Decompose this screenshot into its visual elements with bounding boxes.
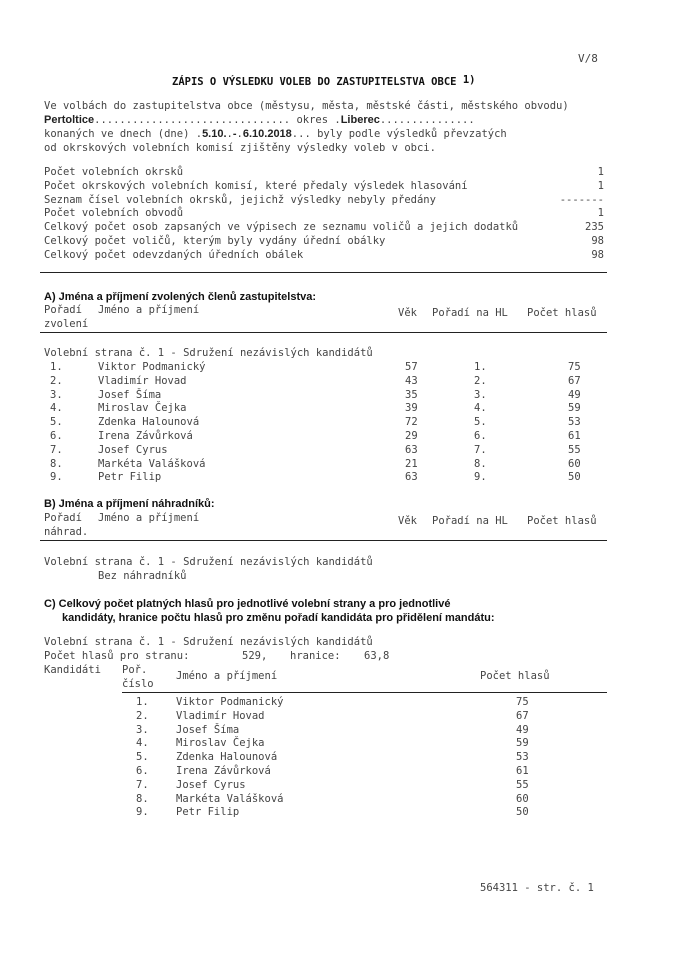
- age-cell: 35: [405, 388, 418, 401]
- table-row: [0, 416, 678, 430]
- age-cell: 63: [405, 471, 418, 484]
- party-label: Volební strana č. 1 - Sdružení nezávislých kandidátů: [44, 556, 373, 568]
- votes-cell: 59: [516, 737, 529, 750]
- table-row: [0, 402, 678, 416]
- okres-label: okres: [296, 114, 329, 126]
- party-votes-line: [44, 650, 390, 662]
- age-cell: 57: [405, 361, 418, 373]
- col-order-header: Pořadí: [44, 512, 82, 524]
- table-row: [0, 751, 678, 765]
- name-cell: Irena Závůrková: [98, 429, 193, 442]
- votes-cell: 55: [568, 443, 581, 456]
- page-footer: 564311 - str. č. 1: [480, 882, 594, 894]
- order-cell: 8.: [50, 457, 63, 470]
- order-cell: 4.: [50, 402, 63, 415]
- hl-cell: 6.: [474, 429, 487, 442]
- section-c-heading-1: C) Celkový počet platných hlasů pro jednotlivé volební strany a pro jednotlivé: [44, 598, 451, 610]
- candidate-votes-list: [0, 696, 678, 820]
- table-row: [0, 696, 678, 710]
- stat-label: Počet okrskových volebních komisí, které předaly výsledek hlasování: [44, 179, 468, 192]
- age-cell: 72: [405, 416, 418, 429]
- table-row: [0, 737, 678, 751]
- threshold-value: 63,8: [364, 650, 390, 662]
- stat-value: 1: [597, 166, 604, 178]
- hl-cell: 9.: [474, 471, 487, 484]
- divider: [40, 332, 607, 333]
- table-row: [0, 765, 678, 779]
- date-from: 5.10.: [202, 128, 227, 140]
- age-cell: 21: [405, 457, 418, 470]
- votes-cell: 53: [568, 416, 581, 429]
- stat-label: Celkový počet voličů, kterým byly vydány úřední obálky: [44, 234, 386, 247]
- order-cell: 6.: [50, 429, 63, 442]
- divider: [40, 272, 607, 273]
- no-substitutes-note: Bez náhradníků: [98, 570, 187, 582]
- age-cell: 43: [405, 374, 418, 387]
- col-age-header: Věk: [398, 515, 417, 527]
- votes-cell: 60: [516, 792, 529, 805]
- col-order-header: Pořadí: [44, 304, 82, 316]
- table-row: [0, 710, 678, 724]
- votes-cell: 61: [568, 429, 581, 442]
- col-order-header-2: náhrad.: [44, 526, 89, 538]
- votes-cell: 75: [568, 361, 581, 373]
- intro-line-3: konaných ve dnech (dne) .5.10..-.6.10.2018... byly podle výsledků převzatých: [44, 128, 507, 140]
- name-cell: Vladimír Hovad: [98, 374, 187, 387]
- col-no-header: Poř.: [122, 664, 148, 676]
- age-cell: 63: [405, 443, 418, 456]
- stat-row: [44, 194, 604, 208]
- stat-value: -------: [559, 193, 604, 206]
- threshold-label: hranice:: [290, 650, 341, 662]
- order-cell: 9.: [136, 806, 149, 819]
- order-cell: 9.: [50, 471, 63, 484]
- votes-cell: 67: [516, 709, 529, 722]
- table-row: [0, 389, 678, 403]
- name-cell: Petr Filip: [98, 471, 162, 484]
- col-hl-header: Pořadí na HL: [432, 515, 508, 527]
- stat-value: 98: [591, 248, 604, 261]
- order-cell: 7.: [50, 443, 63, 456]
- col-name-header: Jméno a příjmení: [98, 304, 200, 316]
- col-hl-header: Pořadí na HL: [432, 307, 508, 319]
- section-b-heading: B) Jména a příjmení náhradníků:: [44, 498, 215, 510]
- hl-cell: 8.: [474, 457, 487, 470]
- stat-value: 1: [597, 179, 604, 192]
- hl-cell: 4.: [474, 402, 487, 415]
- title-footnote: 1): [462, 74, 476, 86]
- stat-row: [44, 249, 604, 263]
- votes-cell: 67: [568, 374, 581, 387]
- title-text: ZÁPIS O VÝSLEDKU VOLEB DO ZASTUPITELSTVA OBCE: [172, 76, 457, 88]
- votes-cell: 53: [516, 751, 529, 764]
- col-votes-header: Počet hlasů: [480, 670, 550, 682]
- votes-cell: 55: [516, 778, 529, 791]
- name-cell: Markéta Valášková: [176, 792, 284, 805]
- date-separator: -: [232, 128, 237, 140]
- stat-row: [44, 235, 604, 249]
- stat-row: [44, 221, 604, 235]
- divider: [40, 540, 607, 541]
- stat-label: Celkový počet odevzdaných úředních obálek: [44, 248, 304, 261]
- stat-label: Počet volebních okrsků: [44, 166, 184, 178]
- name-cell: Miroslav Čejka: [176, 737, 265, 750]
- age-cell: 29: [405, 429, 418, 442]
- order-cell: 1.: [50, 361, 63, 373]
- table-row: [0, 779, 678, 793]
- table-row: [0, 444, 678, 458]
- col-name-header: Jméno a příjmení: [176, 670, 278, 682]
- stat-row: [44, 180, 604, 194]
- party-label: Volební strana č. 1 - Sdružení nezávislých kandidátů: [44, 636, 373, 648]
- order-cell: 7.: [136, 778, 149, 791]
- name-cell: Zdenka Halounová: [98, 416, 200, 429]
- district-name: Liberec: [340, 114, 380, 126]
- col-votes-header: Počet hlasů: [527, 515, 597, 527]
- order-cell: 4.: [136, 737, 149, 750]
- intro-line-1: Ve volbách do zastupitelstva obce (městysu, města, městské části, městského obvodu): [44, 100, 569, 112]
- stat-value: 98: [591, 234, 604, 247]
- held-label: konaných ve dnech (dne): [44, 128, 190, 140]
- table-row: [0, 471, 678, 485]
- order-cell: 3.: [136, 723, 149, 736]
- name-cell: Josef Cyrus: [176, 778, 246, 791]
- votes-cell: 50: [568, 471, 581, 484]
- stat-value: 1: [597, 207, 604, 220]
- page-reference: V/8: [578, 52, 598, 65]
- name-cell: Viktor Podmanický: [98, 361, 206, 373]
- hl-cell: 7.: [474, 443, 487, 456]
- municipality-name: Pertoltice: [44, 114, 95, 126]
- section-c-heading-2: kandidáty, hranice počtu hlasů pro změnu pořadí kandidáta pro přidělení mandátu:: [62, 612, 495, 624]
- elected-members-list: [0, 361, 678, 485]
- votes-cell: 59: [568, 402, 581, 415]
- document-title: [172, 74, 475, 88]
- order-cell: 1.: [136, 696, 149, 708]
- col-order-header-2: zvolení: [44, 318, 89, 330]
- name-cell: Petr Filip: [176, 806, 240, 819]
- name-cell: Vladimír Hovad: [176, 709, 265, 722]
- table-row: [0, 793, 678, 807]
- order-cell: 5.: [136, 751, 149, 764]
- stat-label: Počet volebních obvodů: [44, 207, 184, 220]
- table-row: [0, 724, 678, 738]
- col-name-header: Jméno a příjmení: [98, 512, 200, 524]
- party-label: Volební strana č. 1 - Sdružení nezávislých kandidátů: [44, 347, 373, 359]
- order-cell: 2.: [136, 709, 149, 722]
- hl-cell: 1.: [474, 361, 487, 373]
- age-cell: 39: [405, 402, 418, 415]
- name-cell: Josef Cyrus: [98, 443, 168, 456]
- intro-line-3-rest: byly podle výsledků převzatých: [317, 128, 507, 140]
- votes-cell: 60: [568, 457, 581, 470]
- order-cell: 6.: [136, 764, 149, 777]
- stat-label: Celkový počet osob zapsaných ve výpisech ze seznamu voličů a jejich dodatků: [44, 221, 519, 234]
- table-row: [0, 361, 678, 375]
- col-age-header: Věk: [398, 307, 417, 319]
- col-no-header-2: číslo: [122, 678, 154, 690]
- stats-list: [44, 166, 604, 263]
- name-cell: Viktor Podmanický: [176, 696, 284, 708]
- table-row: [0, 458, 678, 472]
- name-cell: Zdenka Halounová: [176, 751, 278, 764]
- order-cell: 2.: [50, 374, 63, 387]
- col-votes-header: Počet hlasů: [527, 307, 597, 319]
- order-cell: 3.: [50, 388, 63, 401]
- stat-value: 235: [585, 221, 604, 234]
- hl-cell: 3.: [474, 388, 487, 401]
- votes-cell: 75: [516, 696, 529, 708]
- party-votes-label: Počet hlasů pro stranu:: [44, 650, 190, 662]
- stat-label: Seznam čísel volebních okrsků, jejichž výsledky nebyly předány: [44, 193, 436, 206]
- votes-cell: 49: [568, 388, 581, 401]
- votes-cell: 61: [516, 764, 529, 777]
- section-a-heading: A) Jména a příjmení zvolených členů zastupitelstva:: [44, 291, 317, 303]
- intro-line-4: od okrskových volebních komisí zjištěny výsledky voleb v obci.: [44, 142, 436, 154]
- hl-cell: 2.: [474, 374, 487, 387]
- date-to: 6.10.2018: [242, 128, 292, 140]
- stat-row: [44, 166, 604, 180]
- order-cell: 5.: [50, 416, 63, 429]
- table-row: [0, 806, 678, 820]
- intro-line-2: Pertoltice............................... okres .Liberec...............: [44, 114, 475, 126]
- divider: [122, 692, 607, 693]
- party-votes-value: 529,: [242, 650, 268, 662]
- table-row: [0, 430, 678, 444]
- votes-cell: 49: [516, 723, 529, 736]
- order-cell: 8.: [136, 792, 149, 805]
- name-cell: Irena Závůrková: [176, 764, 271, 777]
- name-cell: Josef Šíma: [176, 723, 240, 736]
- name-cell: Miroslav Čejka: [98, 402, 187, 415]
- table-row: [0, 375, 678, 389]
- stat-row: [44, 207, 604, 221]
- name-cell: Josef Šíma: [98, 388, 162, 401]
- hl-cell: 5.: [474, 416, 487, 429]
- col-candidates-header: Kandidáti: [44, 664, 101, 676]
- name-cell: Markéta Valášková: [98, 457, 206, 470]
- votes-cell: 50: [516, 806, 529, 819]
